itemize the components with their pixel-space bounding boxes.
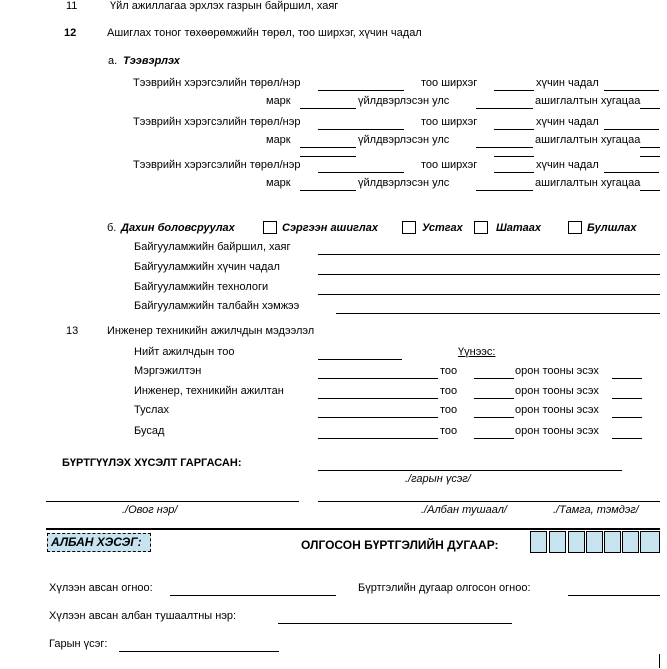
staff-rank-field[interactable] [612, 417, 642, 418]
vehicle-life-label: ашиглалтын хугацаа [535, 95, 641, 107]
staff-rank-label: орон тооны эсэх [515, 425, 599, 437]
vehicle-type-field[interactable] [318, 172, 404, 173]
checkbox-destroy[interactable] [474, 221, 488, 234]
staff-rank-label: орон тооны эсэх [515, 365, 599, 377]
facility-capacity-field[interactable] [318, 274, 660, 275]
reg-number-cell[interactable] [530, 531, 547, 553]
subsection-a-prefix: а. [108, 55, 118, 67]
staff-count-label: тоо [440, 425, 458, 437]
vehicle-capacity-field[interactable] [604, 90, 659, 91]
vehicle-brand-label: марк [266, 95, 291, 107]
vehicle-type-label: Тээврийн хэрэгсэлийн төрөл/нэр [133, 116, 301, 128]
staff-rank-label: орон тооны эсэх [515, 404, 599, 416]
received-date-label: Хүлээн авсан огноо: [49, 582, 153, 594]
issued-date-label: Бүртгэлийн дугаар олгосон огноо: [358, 582, 531, 594]
vehicle-spacer-line [494, 156, 534, 157]
applicant-signature-caption: ./гарын үсэг/ [405, 473, 471, 485]
section-12-number: 12 [64, 27, 77, 39]
reg-number-cell[interactable] [586, 531, 603, 553]
vehicle-life-label: ашиглалтын хугацаа [535, 177, 641, 189]
vehicle-brand-field[interactable] [300, 147, 356, 148]
vehicle-spacer-line [640, 156, 660, 157]
vehicle-type-field[interactable] [318, 90, 404, 91]
staff-rank-field[interactable] [612, 438, 642, 439]
staff-other-label: Бусад [134, 425, 165, 437]
vehicle-country-label: үйлдвэрлэсэн улс [358, 134, 450, 146]
vehicle-type-label: Тээврийн хэрэгсэлийн төрөл/нэр [133, 159, 301, 171]
option-burn-label: Шатаах [496, 222, 542, 234]
section-11-label: Үйл ажиллагаа эрхлэх газрын байршил, хаяг [110, 0, 339, 12]
checkbox-recycle[interactable] [263, 221, 277, 234]
section-13-label: Инженер техникийн ажилчдын мэдээлэл [107, 325, 315, 337]
vehicle-qty-field[interactable] [494, 129, 534, 130]
vehicle-life-label: ашиглалтын хугацаа [535, 134, 641, 146]
staff-other-field[interactable] [318, 438, 438, 439]
staff-assistant-label: Туслах [134, 404, 170, 416]
subsection-b-prefix: б. [107, 222, 117, 234]
issued-date-field[interactable] [568, 595, 660, 596]
option-destroy-label: Устгах [422, 222, 463, 234]
vehicle-type-label: Тээврийн хэрэгсэлийн төрөл/нэр [133, 77, 301, 89]
facility-area-label: Байгууламжийн талбайн хэмжээ [134, 300, 300, 312]
staff-rank-field[interactable] [612, 398, 642, 399]
vehicle-brand-field[interactable] [300, 108, 356, 109]
section-12-label: Ашиглах тоног төхөөрөмжийн төрөл, тоо ширхэг, хүчин чадал [107, 27, 422, 39]
reg-number-cell[interactable] [549, 531, 566, 553]
vehicle-capacity-label: хүчин чадал [536, 116, 599, 128]
staff-count-field[interactable] [474, 417, 514, 418]
vehicle-country-label: үйлдвэрлэсэн улс [358, 177, 450, 189]
vehicle-life-field[interactable] [640, 147, 660, 148]
facility-location-field[interactable] [318, 254, 660, 255]
reg-number-cell[interactable] [568, 531, 585, 553]
office-divider [46, 528, 660, 530]
reg-number-cell[interactable] [640, 531, 660, 553]
applicant-position-caption: ./Албан тушаал/ [421, 504, 507, 516]
staff-count-field[interactable] [474, 378, 514, 379]
vehicle-qty-field[interactable] [494, 172, 534, 173]
staff-count-label: тоо [440, 365, 458, 377]
staff-total-field[interactable] [318, 359, 402, 360]
vehicle-life-field[interactable] [640, 108, 660, 109]
received-date-field[interactable] [170, 595, 336, 596]
staff-of-which-label: Үүнээс: [458, 346, 496, 358]
page-edge-mark [659, 654, 660, 668]
vehicle-qty-field[interactable] [494, 90, 534, 91]
reg-number-title: ОЛГОСОН БҮРТГЭЛИЙН ДУГААР: [301, 538, 499, 552]
staff-rank-field[interactable] [612, 378, 642, 379]
staff-specialist-field[interactable] [318, 378, 438, 379]
option-reuse-label: Сэргээн ашиглах [282, 222, 379, 234]
reg-number-cell[interactable] [604, 531, 621, 553]
office-section-label: АЛБАН ХЭСЭГ: [47, 533, 151, 552]
applicant-surname-caption: ./Овог нэр/ [122, 504, 178, 516]
vehicle-country-label: үйлдвэрлэсэн улс [358, 95, 450, 107]
facility-technology-field[interactable] [318, 294, 660, 295]
applicant-stamp-caption: ./Тамга, тэмдэг/ [553, 504, 639, 516]
option-bury-label: Булшлах [587, 222, 637, 234]
staff-count-field[interactable] [474, 398, 514, 399]
facility-area-field[interactable] [336, 313, 660, 314]
vehicle-qty-label: тоо ширхэг [421, 116, 478, 128]
vehicle-capacity-label: хүчин чадал [536, 159, 599, 171]
applicant-signature-field[interactable] [318, 470, 622, 471]
staff-total-label: Нийт ажилчдын тоо [134, 346, 235, 358]
vehicle-brand-field[interactable] [300, 190, 356, 191]
staff-assistant-field[interactable] [318, 417, 438, 418]
vehicle-brand-label: марк [266, 134, 291, 146]
facility-capacity-label: Байгууламжийн хүчин чадал [134, 261, 280, 273]
applicant-title: БҮРТГҮҮЛЭХ ХҮСЭЛТ ГАРГАСАН: [62, 457, 242, 469]
option-recycle-label: Дахин боловсруулах [121, 222, 235, 234]
officer-name-field[interactable] [278, 623, 512, 624]
staff-engineer-field[interactable] [318, 398, 438, 399]
vehicle-type-field[interactable] [318, 129, 404, 130]
staff-count-label: тоо [440, 385, 458, 397]
applicant-surname-field[interactable] [46, 501, 299, 502]
vehicle-life-field[interactable] [640, 190, 660, 191]
section-13-number: 13 [66, 325, 79, 337]
officer-name-label: Хүлээн авсан албан тушаалтны нэр: [49, 610, 237, 622]
officer-signature-field[interactable] [119, 651, 279, 652]
subsection-a-title: Тээвэрлэх [123, 55, 180, 67]
vehicle-capacity-field[interactable] [604, 172, 659, 173]
staff-rank-label: орон тооны эсэх [515, 385, 599, 397]
section-11-number: 11 [66, 0, 78, 12]
facility-location-label: Байгууламжийн байршил, хаяг [134, 241, 291, 253]
vehicle-capacity-label: хүчин чадал [536, 77, 599, 89]
vehicle-qty-label: тоо ширхэг [421, 159, 478, 171]
vehicle-country-field[interactable] [476, 147, 533, 148]
vehicle-qty-label: тоо ширхэг [421, 77, 478, 89]
vehicle-country-field[interactable] [476, 108, 533, 109]
facility-technology-label: Байгууламжийн технологи [134, 281, 269, 293]
vehicle-country-field[interactable] [476, 190, 533, 191]
reg-number-cell[interactable] [622, 531, 639, 553]
checkbox-reuse[interactable] [402, 221, 416, 234]
checkbox-burn[interactable] [568, 221, 582, 234]
staff-specialist-label: Мэргэжилтэн [134, 365, 202, 377]
officer-signature-label: Гарын үсэг: [49, 638, 108, 650]
vehicle-brand-label: марк [266, 177, 291, 189]
staff-count-label: тоо [440, 404, 458, 416]
vehicle-capacity-field[interactable] [604, 129, 659, 130]
applicant-position-field[interactable] [318, 501, 660, 502]
staff-engineer-label: Инженер, техникийн ажилтан [134, 385, 284, 397]
vehicle-spacer-line [300, 156, 356, 157]
staff-count-field[interactable] [474, 438, 514, 439]
